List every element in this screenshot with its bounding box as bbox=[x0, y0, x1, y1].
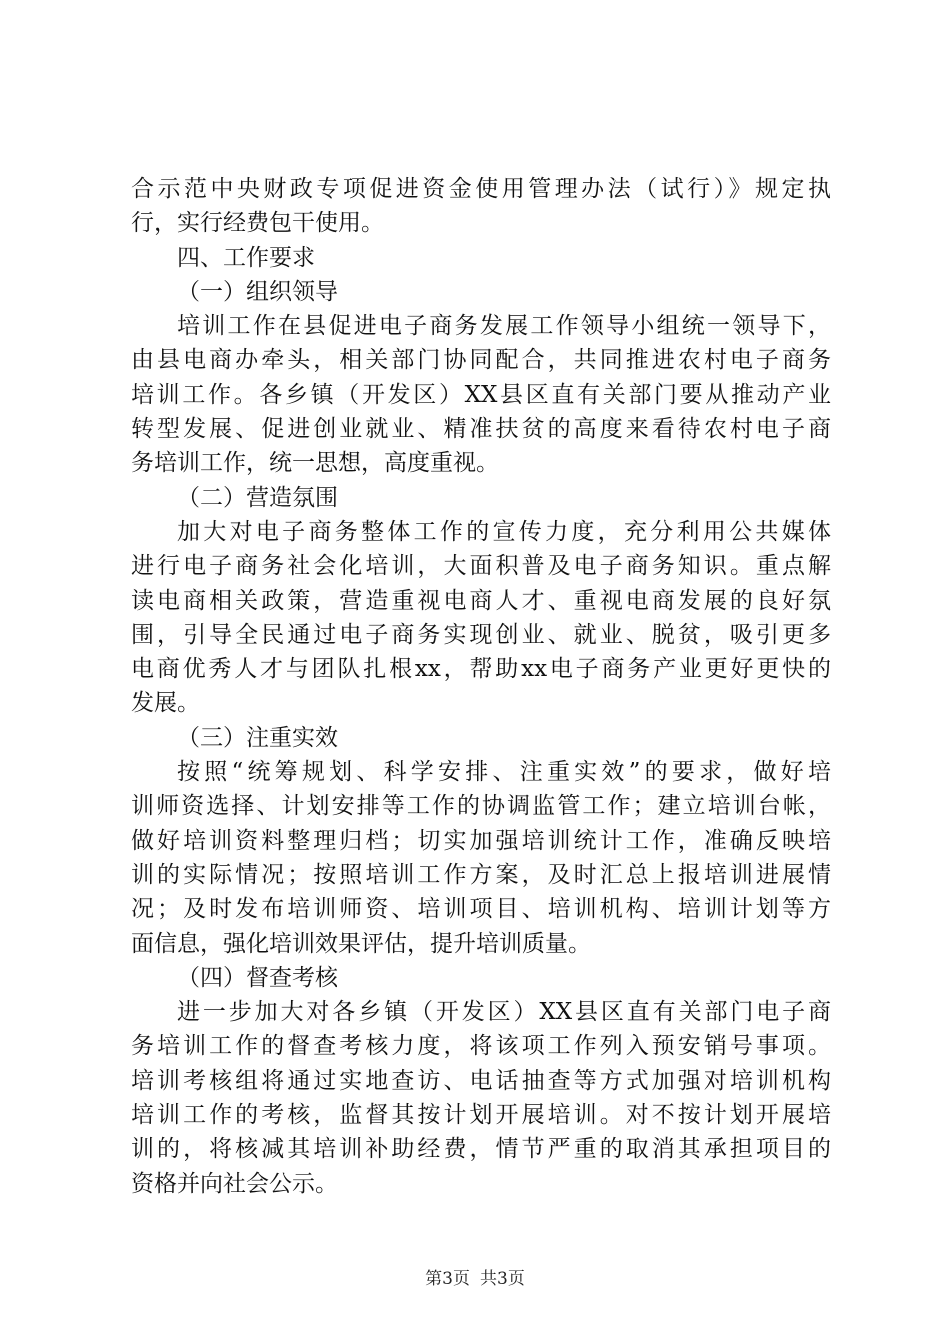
text-line: 培训考核组将通过实地查访、电话抽查等方式加强对培训机构 bbox=[131, 1067, 831, 1094]
text-line: 加大对电子商务整体工作的宣传力度，充分利用公共媒体 bbox=[177, 518, 831, 545]
text-line: 进行电子商务社会化培训，大面积普及电子商务知识。重点解 bbox=[131, 553, 831, 580]
section-heading: 四、工作要求 bbox=[177, 244, 315, 271]
text-line: 面信息，强化培训效果评估，提升培训质量。 bbox=[131, 930, 591, 957]
text-line: 况；及时发布培训师资、培训项目、培训机构、培训计划等方 bbox=[131, 896, 831, 923]
text-line: 培训工作。各乡镇（开发区）XX县区直有关部门要从推动产业 bbox=[131, 381, 831, 408]
text-line: 进一步加大对各乡镇（开发区）XX县区直有关部门电子商 bbox=[177, 999, 831, 1026]
text-line: 做好培训资料整理归档；切实加强培训统计工作，准确反映培 bbox=[131, 827, 831, 854]
subsection-heading: （二）营造氛围 bbox=[177, 484, 338, 511]
text-line: 合示范中央财政专项促进资金使用管理办法（试行）》规定执 bbox=[131, 176, 831, 202]
page-footer bbox=[0, 1268, 950, 1290]
text-line: 训的，将核减其培训补助经费，情节严重的取消其承担项目的 bbox=[131, 1136, 831, 1163]
text-line: 由县电商办牵头，相关部门协同配合，共同推进农村电子商务 bbox=[131, 347, 831, 374]
subsection-heading: （四）督查考核 bbox=[177, 964, 338, 991]
text-line: 转型发展、促进创业就业、精准扶贫的高度来看待农村电子商 bbox=[131, 416, 831, 443]
text-line: 电商优秀人才与团队扎根xx，帮助xx电子商务产业更好更快的 bbox=[131, 656, 831, 683]
text-line: 行，实行经费包干使用。 bbox=[131, 210, 384, 237]
text-line: 围，引导全民通过电子商务实现创业、就业、脱贫，吸引更多 bbox=[131, 621, 831, 648]
page-number-current: 第3页 bbox=[425, 1269, 470, 1289]
text-line: 训师资选择、计划安排等工作的协调监管工作；建立培训台帐， bbox=[131, 793, 831, 820]
page-number-total: 共3页 bbox=[480, 1269, 525, 1289]
subsection-heading: （三）注重实效 bbox=[177, 724, 338, 751]
text-line: 务培训工作，统一思想，高度重视。 bbox=[131, 450, 499, 477]
document-body bbox=[131, 172, 831, 1201]
text-line: 资格并向社会公示。 bbox=[131, 1170, 338, 1197]
subsection-heading: （一）组织领导 bbox=[177, 278, 338, 305]
text-line: 培训工作在县促进电子商务发展工作领导小组统一领导下， bbox=[177, 313, 831, 340]
text-line: 按照“统筹规划、科学安排、注重实效”的要求，做好培 bbox=[177, 759, 831, 786]
text-line: 务培训工作的督查考核力度，将该项工作列入预安销号事项。 bbox=[131, 1033, 831, 1060]
text-line: 读电商相关政策，营造重视电商人才、重视电商发展的良好氛 bbox=[131, 587, 831, 614]
text-line: 发展。 bbox=[131, 690, 200, 717]
text-line: 训的实际情况；按照培训工作方案，及时汇总上报培训进展情 bbox=[131, 861, 831, 888]
text-line: 培训工作的考核，监督其按计划开展培训。对不按计划开展培 bbox=[131, 1102, 831, 1129]
